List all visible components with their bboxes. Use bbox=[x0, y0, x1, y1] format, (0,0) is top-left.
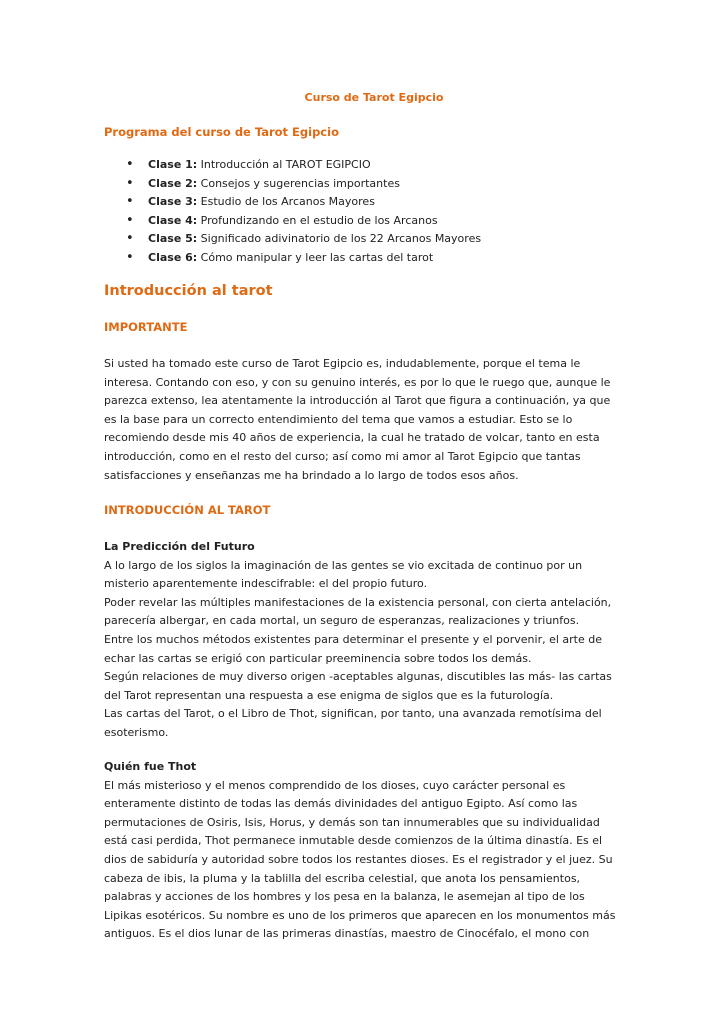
thot-subheading: Quién fue Thot bbox=[104, 760, 197, 773]
prediction-section bbox=[104, 538, 624, 743]
text-line: Las cartas del Tarot, o el Libro de Thot, significan, por tanto, una avanzada remotísima del bbox=[104, 707, 602, 721]
class-text: Profundizando en el estudio de los Arcanos bbox=[200, 213, 438, 227]
class-label: Clase 1: bbox=[148, 158, 198, 171]
list-item bbox=[104, 156, 481, 175]
bullet-icon: • bbox=[126, 194, 134, 210]
class-label: Clase 6: bbox=[148, 250, 198, 264]
program-title: Programa del curso de Tarot Egipcio bbox=[104, 125, 339, 139]
text-line: parezca extenso, lea atentamente la introducción al Tarot que figura a continuación, ya que bbox=[104, 394, 611, 408]
text-line: echar las cartas se erigió con particular preeminencia sobre todos los demás. bbox=[104, 651, 532, 665]
text-line: Entre los muchos métodos existentes para determinar el presente y el porvenir, el arte de bbox=[104, 632, 602, 646]
text-line: palabras y acciones de los hombres y los pesa en la balanza, le asemejan al tipo de los bbox=[104, 890, 585, 904]
class-label: Clase 4: bbox=[148, 213, 198, 227]
class-list bbox=[104, 156, 481, 268]
list-item bbox=[104, 175, 481, 194]
text-line: esoterismo. bbox=[104, 725, 169, 739]
class-text: Consejos y sugerencias importantes bbox=[200, 176, 400, 190]
text-line: antiguos. Es el dios lunar de las primeras dinastías, maestro de Cinocéfalo, el mono con bbox=[104, 927, 590, 941]
prediction-subheading: La Predicción del Futuro bbox=[104, 540, 255, 553]
text-line: permutaciones de Osiris, Isis, Horus, y demás son tan innumerables que su individualidad bbox=[104, 815, 600, 829]
text-line: satisfacciones y enseñanzas me ha brindado a lo largo de todos esos años. bbox=[104, 468, 519, 482]
text-line: A lo largo de los siglos la imaginación de las gentes se vio excitada de continuo por un bbox=[104, 558, 583, 572]
list-item bbox=[104, 230, 481, 249]
intro-heading: Introducción al tarot bbox=[104, 283, 273, 299]
bullet-icon: • bbox=[126, 249, 134, 265]
text-line: dios de sabiduría y autoridad sobre todos los restantes dioses. Es el registrador y el juez. Su bbox=[104, 852, 613, 866]
thot-section bbox=[104, 758, 624, 944]
text-line: Poder revelar las múltiples manifestaciones de la existencia personal, con cierta antelación, bbox=[104, 595, 612, 609]
text-line: Si usted ha tomado este curso de Tarot Egipcio es, indudablemente, porque el tema le bbox=[104, 357, 581, 370]
text-line: recomiendo desde mis 40 años de experiencia, la cual he tratado de volcar, tanto en esta bbox=[104, 431, 600, 445]
bullet-icon: • bbox=[126, 175, 134, 191]
text-line: El más misterioso y el menos comprendido de los dioses, cuyo carácter personal es bbox=[104, 778, 566, 792]
text-line: es la base para un correcto entendimiento del tema que vamos a estudiar. Esto se lo bbox=[104, 412, 573, 426]
text-line: del Tarot representan una respuesta a ese enigma de siglos que es la futurología. bbox=[104, 688, 554, 702]
text-line: interesa. Contando con eso, y con su genuino interés, es por lo que le ruego que, aunque le bbox=[104, 375, 611, 389]
bullet-icon: • bbox=[126, 231, 134, 247]
text-line: Según relaciones de muy diverso origen -aceptables algunas, discutibles las más- las cartas bbox=[104, 670, 612, 684]
text-line: parecería albergar, en cada mortal, un seguro de esperanzas, realizaciones y triunfos. bbox=[104, 614, 580, 628]
list-item bbox=[104, 249, 481, 268]
class-text: Estudio de los Arcanos Mayores bbox=[200, 195, 375, 209]
class-text: Cómo manipular y leer las cartas del tarot bbox=[200, 250, 434, 264]
introduction-heading: INTRODUCCIÓN AL TAROT bbox=[104, 503, 271, 517]
list-item bbox=[104, 193, 481, 212]
text-line: introducción, como en el resto del curso; así como mi amor al Tarot Egipcio que tantas bbox=[104, 449, 581, 463]
list-item bbox=[104, 212, 481, 231]
important-heading: IMPORTANTE bbox=[104, 320, 188, 334]
class-label: Clase 2: bbox=[148, 176, 198, 190]
text-line: misterio aparentemente indescifrable: el del propio futuro. bbox=[104, 577, 428, 591]
class-label: Clase 3: bbox=[148, 195, 198, 209]
class-text: Significado adivinatorio de los 22 Arcanos Mayores bbox=[200, 232, 482, 246]
bullet-icon: • bbox=[126, 157, 134, 172]
important-paragraph bbox=[104, 355, 624, 485]
text-line: Lipikas esotéricos. Su nombre es uno de los primeros que aparecen en los monumentos más bbox=[104, 908, 616, 922]
bullet-icon: • bbox=[126, 212, 134, 228]
text-line: enteramente distinto de todas las demás divinidades del antiguo Egipto. Así como las bbox=[104, 797, 578, 811]
document-title: Curso de Tarot Egipcio bbox=[304, 91, 444, 104]
text-line: está casi perdida, Thot permanece inmutable desde comienzos de la última dinastía. Es el bbox=[104, 834, 603, 848]
text-line: cabeza de ibis, la pluma y la tablilla del escriba celestial, que anota los pensamientos, bbox=[104, 871, 581, 885]
class-label: Clase 5: bbox=[148, 232, 198, 246]
class-text: Introducción al TAROT EGIPCIO bbox=[200, 158, 371, 171]
